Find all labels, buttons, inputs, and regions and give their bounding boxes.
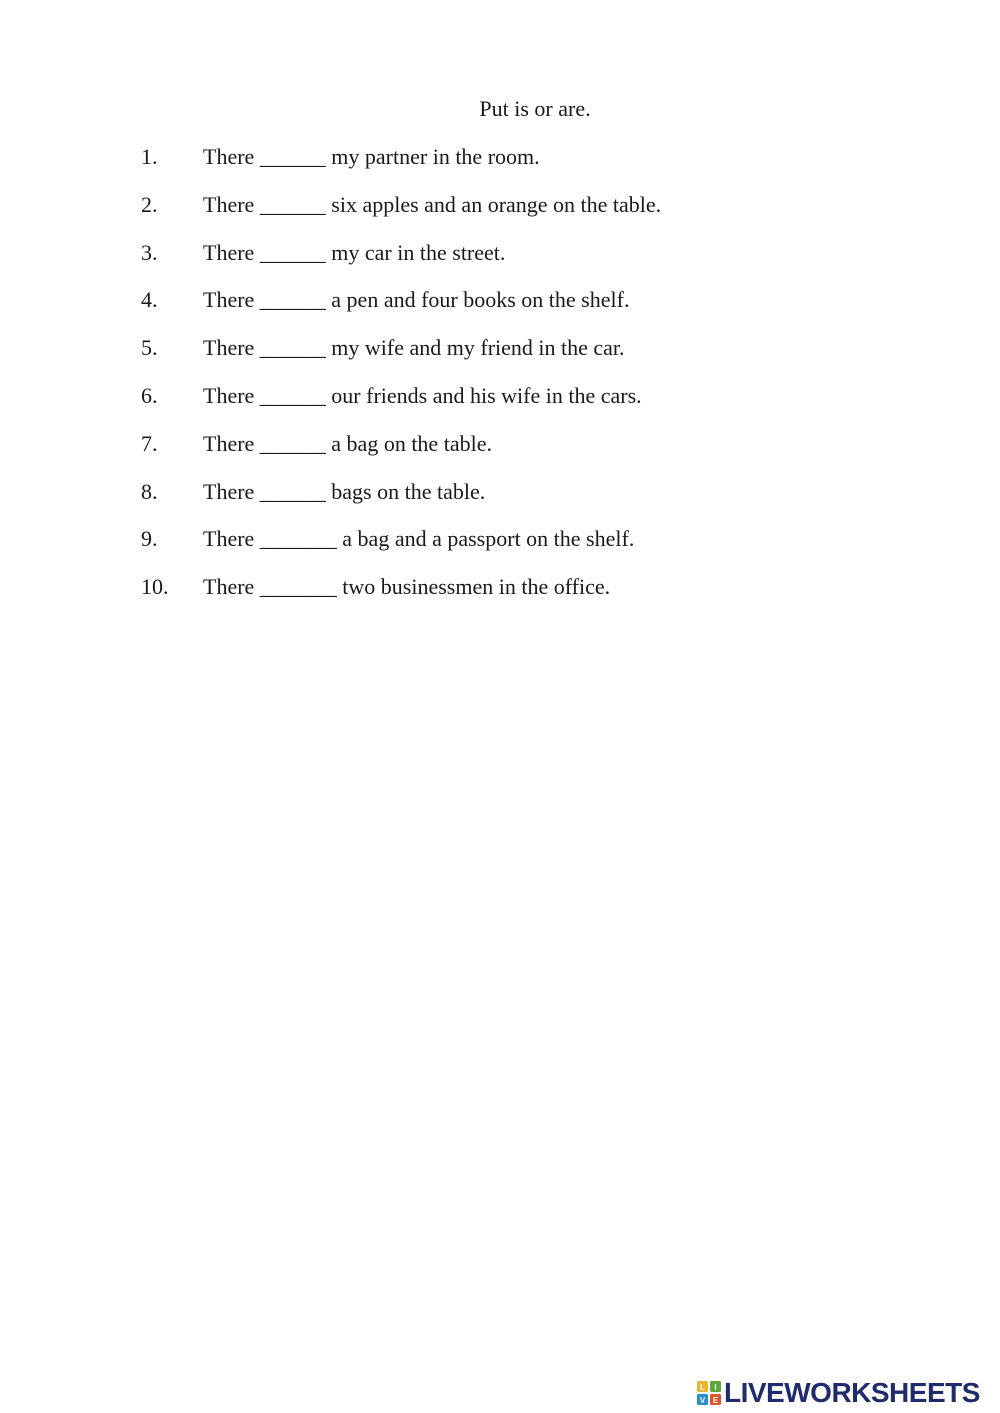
svg-text:E: E: [712, 1396, 719, 1405]
item-sentence: There _______ a bag and a passport on the shelf.: [203, 526, 635, 552]
item-number: 2.: [141, 191, 158, 217]
item-number: 6.: [141, 382, 158, 408]
item-number: 7.: [141, 430, 158, 456]
item-sentence: There ______ our friends and his wife in the cars.: [203, 382, 642, 408]
item-sentence: There ______ my partner in the room.: [203, 144, 540, 169]
item-number: 1.: [141, 144, 158, 169]
svg-text:V: V: [699, 1396, 706, 1405]
liveworksheets-mark-icon: [697, 1381, 721, 1405]
worksheet-title: Put is or are.: [479, 96, 591, 121]
item-number: 5.: [141, 335, 158, 361]
item-number: 9.: [141, 526, 158, 552]
svg-text:L: L: [700, 1383, 705, 1392]
item-sentence: There ______ a bag on the table.: [203, 430, 492, 456]
item-number: 3.: [141, 239, 158, 265]
item-sentence: There ______ my wife and my friend in the car.: [203, 335, 625, 361]
item-sentence: There ______ six apples and an orange on the table.: [203, 191, 662, 217]
item-sentence: There _______ two businessmen in the office.: [203, 574, 611, 600]
item-number: 4.: [141, 287, 158, 313]
svg-text:I: I: [714, 1383, 717, 1392]
item-number: 10.: [141, 574, 169, 600]
item-sentence: There ______ my car in the street.: [203, 239, 506, 265]
liveworksheets-logo: [697, 1377, 980, 1408]
liveworksheets-brand-text: LIVEWORKSHEETS: [724, 1377, 980, 1408]
item-sentence: There ______ bags on the table.: [203, 478, 486, 504]
item-sentence: There ______ a pen and four books on the shelf.: [203, 287, 630, 313]
item-number: 8.: [141, 478, 158, 504]
